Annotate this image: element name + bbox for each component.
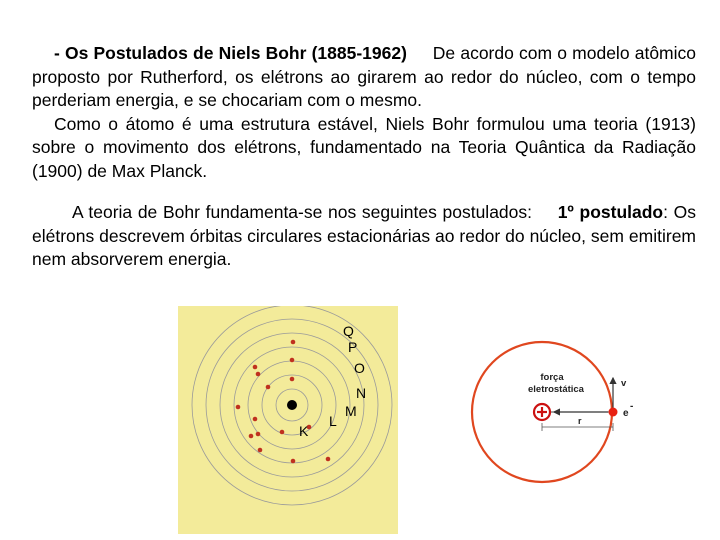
postulate-label: 1º postulado <box>557 202 664 222</box>
electron <box>256 432 261 437</box>
electron <box>290 377 295 382</box>
shell-label-q: Q <box>343 323 354 339</box>
intro-paragraph <box>32 42 696 183</box>
electron <box>253 417 258 422</box>
electron <box>290 358 295 363</box>
electron <box>280 430 285 435</box>
bohr-atom-diagram <box>178 306 398 534</box>
velocity-label: v <box>621 378 627 389</box>
radius-label: r <box>578 416 582 426</box>
shell-label-m: M <box>345 403 357 419</box>
postulates-intro: A teoria de Bohr fundamenta-se nos seguintes postulados: <box>72 202 533 222</box>
shell-label-l: L <box>329 413 337 429</box>
postulate-text: : Os elétrons descrevem órbitas circulares estacionárias ao redor do núcleo, sem emitirem nem absorverem energia. <box>32 202 697 269</box>
electron <box>253 365 258 370</box>
section-title: - Os Postulados de Niels Bohr (1885-1962) <box>54 43 407 63</box>
electron-dot <box>609 408 618 417</box>
electron <box>256 372 261 377</box>
shell-label-p: P <box>348 339 358 355</box>
electron <box>236 405 241 410</box>
force-label-line1: força <box>540 372 564 383</box>
electron <box>291 340 296 345</box>
rutherford-text: De acordo com o modelo atômico proposto por Rutherford, os elétrons ao girarem ao redor do núcleo, com o tempo perderiam energia, e se chocariam com o mesmo. <box>32 43 696 110</box>
electron-charge-label: - <box>630 401 634 412</box>
shell-label-o: O <box>354 360 365 376</box>
electron-label: e <box>623 408 629 419</box>
shell-label-n: N <box>356 385 367 401</box>
bohr-theory-text: Como o átomo é uma estrutura estável, Niels Bohr formulou uma teoria (1913) sobre o movimento dos elétrons, fundamentado na Teoria Quântica da Radiação (1900) de Max Planck. <box>32 113 696 181</box>
electron <box>326 457 331 462</box>
electron <box>291 459 296 464</box>
electron <box>249 434 254 439</box>
nucleus <box>287 400 297 410</box>
postulates-paragraph <box>32 201 696 272</box>
shell-label-k: K <box>299 423 309 439</box>
electron <box>266 385 271 390</box>
electron <box>258 448 263 453</box>
diagram-background <box>178 306 398 534</box>
electrostatic-force-diagram <box>470 330 650 528</box>
force-label-line2: eletrostática <box>528 384 584 395</box>
